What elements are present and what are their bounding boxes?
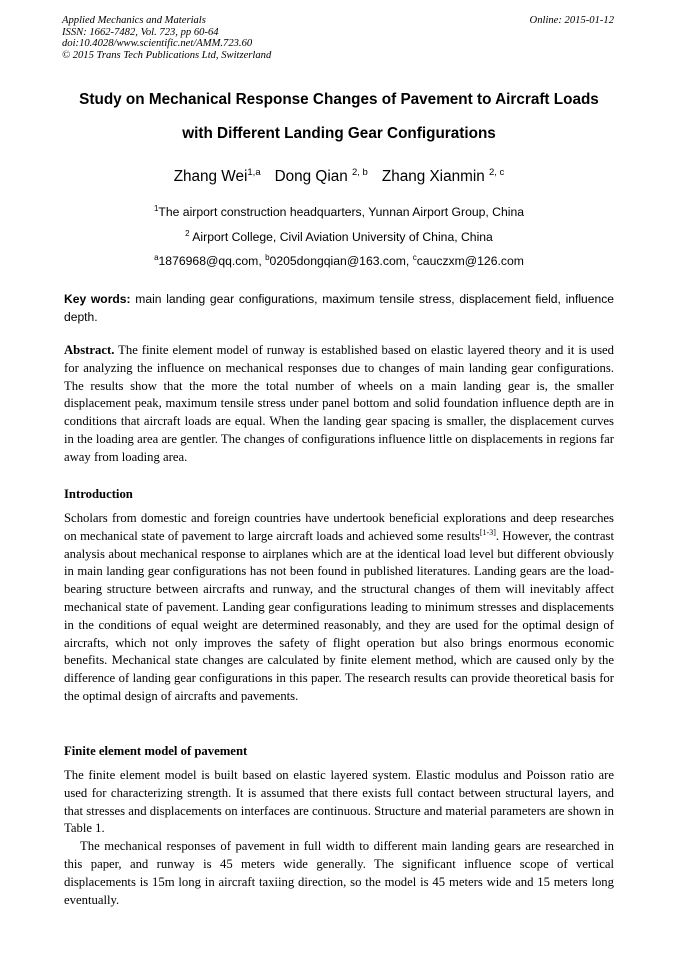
email-b-link[interactable]: 0205dongqian@163.com, (269, 254, 413, 268)
keywords-block (64, 290, 614, 326)
email-c-link[interactable]: cauczxm@126.com (416, 254, 524, 268)
abstract-text: The finite element model of runway is established based on elastic layered theory and it is used for analyzing the influence on mechanical responses due to changes of main landing gear configurations. The results show that the more the total number of wheels on a main landing gear is, the smaller displacement peak, maximum tensile stress under panel bottom and solid foundation influence depth are in conditions that aircraft loads are equal. When the landing gear spacing is smaller, the displacement curves in the loading area are gentler. The changes of configurations influence little on displacements in regions far away from loading area. (64, 343, 614, 464)
email-a-mark: a (154, 253, 159, 262)
issn-line: ISSN: 1662-7482, Vol. 723, pp 60-64 (62, 26, 219, 38)
affiliation-2-text: Airport College, Civil Aviation University of China, China (189, 230, 493, 244)
introduction-paragraph (64, 510, 614, 706)
author-2-name: Dong Qian (274, 168, 352, 185)
keywords-label: Key words: (64, 292, 131, 306)
affiliation-1-text: The airport construction headquarters, Yunnan Airport Group, China (158, 205, 525, 219)
affiliation-2 (40, 229, 638, 244)
author-3-name: Zhang Xianmin (381, 168, 489, 185)
email-b-mark: b (265, 253, 270, 262)
abstract-label: Abstract. (64, 343, 115, 357)
email-list (40, 253, 638, 268)
fem-heading: Finite element model of pavement (64, 744, 248, 758)
journal-header (62, 15, 271, 61)
paper-title-line-1: Study on Mechanical Response Changes of Pavement to Aircraft Loads (79, 91, 599, 108)
online-date: Online: 2015-01-12 (529, 15, 614, 26)
author-1-affiliation-mark: 1,a (247, 167, 261, 178)
introduction-text-1: Scholars from domestic and foreign countries have undertook beneficial explorations and deep researches on mechanical state of pavement to large aircraft loads and achieved some results (64, 511, 614, 543)
copyright-line: © 2015 Trans Tech Publications Ltd, Switzerland (62, 49, 272, 61)
fem-section (64, 767, 614, 909)
paper-title-line-2: with Different Landing Gear Configurations (182, 125, 496, 142)
fem-paragraph-2: The mechanical responses of pavement in full width to different main landing gears are researched in this paper, and runway is 45 meters wide generally. The significant influence scope of vertical displacements is 15m long in aircraft taxiing direction, so the model is 45 meters wide and 15 meters long eventually. (64, 839, 614, 907)
introduction-text-2: . However, the contrast analysis about mechanical response to airplanes which are at the identical load level but different obviously in main landing gear configurations has not been found in published literatures. Landing gears are the load-bearing structure between aircrafts and runway, and the structural changes of them will inevitably affect mechanical state of pavement. Landing gear configurations leading to minimum stresses and displacements in the conditions of equal weight are determined reasonably, and they are used for the optimal design of aircrafts, which not only improves the safety of flight operation but also brings enormous economic benefits. Mechanical state changes are calculated by finite element method, which are caused only by the difference of landing gear configurations in this paper. The research results can provide theoretical basis for the optimal design of aircrafts and pavements. (64, 528, 614, 703)
keywords-text: main landing gear configurations, maximum tensile stress, displacement field, influence depth. (64, 292, 614, 324)
doi-line: doi:10.4028/www.scientific.net/AMM.723.60 (62, 38, 253, 50)
author-list (40, 167, 638, 186)
email-c-mark: c (412, 253, 417, 262)
citation-ref[interactable]: [1-3] (479, 527, 496, 537)
affiliation-1-mark: 1 (153, 204, 159, 213)
author-2-affiliation-mark: 2, b (352, 167, 368, 178)
affiliation-2-mark: 2 (185, 229, 190, 238)
email-a-link[interactable]: 1876968@qq.com, (158, 254, 266, 268)
author-1-name: Zhang Wei (173, 168, 248, 185)
introduction-heading: Introduction (64, 487, 133, 501)
fem-paragraph-1: The finite element model is built based on elastic layered system. Elastic modulus and Poisson ratio are used for characterizing strength. It is assumed that there exists full contact between structural layers, and that stresses and displacements on interfaces are continuous. Structure and material parameters are shown in Table 1. (64, 768, 614, 836)
abstract-block (64, 342, 614, 467)
journal-name: Applied Mechanics and Materials (62, 15, 206, 26)
author-3-affiliation-mark: 2, c (489, 167, 505, 178)
affiliation-1 (40, 204, 638, 219)
